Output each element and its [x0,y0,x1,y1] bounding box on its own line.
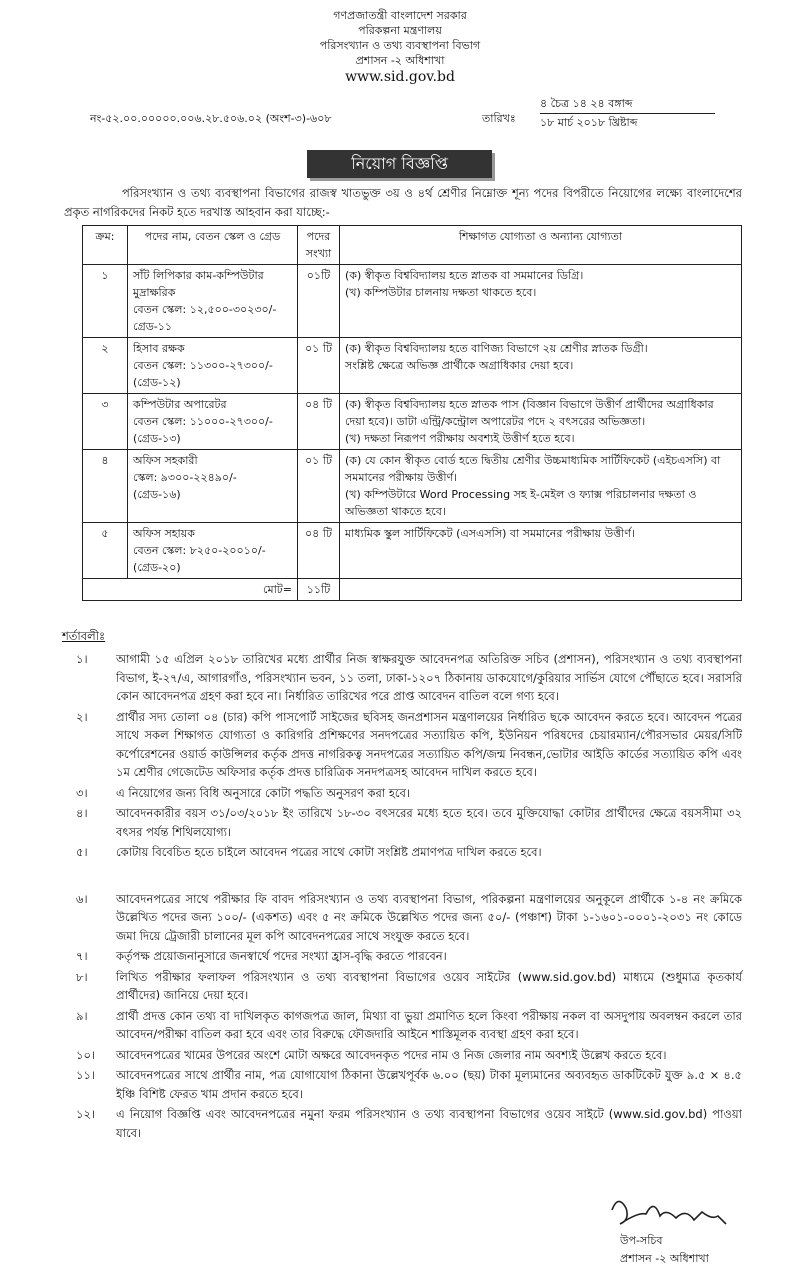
term-item [62,1007,742,1044]
row-qualification [340,338,742,394]
term-item [62,947,742,966]
term-number: ৩। [76,785,88,800]
term-text: কর্তৃপক্ষ প্রয়োজনানুসারে জনস্বার্থে পদের সংখ্যা হ্রাস-বৃদ্ধি করতে পারবেন। [116,949,447,963]
term-number: ৭। [76,949,88,963]
term-item [62,890,742,946]
term-number: ৯। [76,1008,88,1023]
qualification-line: (ক) যে কোন স্বীকৃত বোর্ড হতে দ্বিতীয় শ্রেণীর উচ্চমাধ্যমিক সার্টিফিকেট (এইচএসসি) বা সমমানের পরীক্ষায় উত্তীর্ণ। [345,454,721,484]
term-number: ৪। [76,806,88,820]
qualification-line: (খ) কম্পিউটার চালনায় দক্ষতা থাকতে হবে। [345,286,537,299]
header-post: পদের নাম, বেতন স্কেল ও গ্রেড [128,226,298,265]
term-text: এ নিয়োগ বিজ্ঞপ্তি এবং আবেদনপত্রের নমুনা ফরম পরিসংখ্যান ও তথ্য ব্যবস্থাপনা বিভাগের ওয়েব সাইটে (www.sid.gov.bd) পাওয়া যাবে। [116,1107,742,1140]
post-line: অফিস সহকারী [133,454,198,467]
post-line: বেতন স্কেল: ১১০০০-২৭৩০০/- [133,415,273,428]
row-count: ০১ টি [298,450,340,523]
row-count: ০৪ টি [298,394,340,450]
signatory-block [620,1232,709,1268]
qualification-line: (খ) কম্পিউটারে Word Processing সহ ই-মেইল ও ফ্যাক্স পরিচালনার দক্ষতা ও অভিজ্ঞতা থাকতে হবে। [345,488,697,518]
header-serial: ক্রম: [83,226,128,265]
row-serial: ৩ [83,394,128,450]
row-serial: ৪ [83,450,128,523]
table-row [83,338,742,394]
post-line: বেতন স্কেল: ১১৩০০-২৭৩০০/- [133,359,273,372]
post-line: বেতন স্কেল: ১২,৫০০-৩০২৩০/- [133,303,277,316]
post-line: গ্রেড-১১ [133,320,173,333]
government-name: গণপ্রজাতন্ত্রী বাংলাদেশ সরকার [333,9,467,22]
division-name: পরিসংখ্যান ও তথ্য ব্যবস্থাপনা বিভাগ [319,39,481,52]
row-post [128,394,298,450]
term-number: ৮। [76,969,88,984]
notice-title: নিয়োগ বিজ্ঞপ্তি [307,150,492,178]
post-line: (গ্রেড-১২) [133,376,181,389]
signatory-office: প্রশাসন -২ অধিশাখা [620,1252,709,1265]
term-item [62,968,742,1005]
table-row [83,450,742,523]
qualification-line: (ক) স্বীকৃত বিশ্ববিদ্যালয় হতে বাণিজ্য বিভাগে ২য় শ্রেণীর স্নাতক ডিগ্রী। [345,342,648,355]
row-serial: ১ [83,265,128,338]
website-text: www.sid.gov.bd [345,69,455,85]
post-line: অফিস সহায়ক [133,527,195,540]
row-count: ০৪ টি [298,523,340,579]
post-line: (গ্রেড-১৬) [133,488,181,501]
date-gregorian: ১৮ মার্চ ২০১৮ খ্রিষ্টাব্দ [540,116,638,129]
memo-number: নং-৫২.০০.০০০০০.০০৬.২৮.৫০৬.০২ (অংশ-৩)-৬০৮ [90,112,332,125]
total-label: মোট= [83,579,298,601]
signature [590,1190,750,1230]
term-item [62,708,742,782]
qualification-line: (ক) স্বীকৃত বিশ্ববিদ্যালয় হতে স্নাতক বা সমমানের ডিগ্রি। [345,269,584,282]
ministry-name: পরিকল্পনা মন্ত্রণালয় [358,24,442,37]
row-post [128,523,298,579]
term-text: কোটায় বিবেচিত হতে চাইলে আবেদন পত্রের সাথে কোটা সংশ্লিষ্ট প্রমাণপত্র দাখিল করতে হবে। [116,845,542,859]
letterhead [0,8,800,85]
term-text: প্রার্থীর সদ্য তোলা ০৪ (চার) কপি পাসপোর্ট সাইজের ছবিসহ জনপ্রশাসন মন্ত্রণালয়ের নির্ধারিত ছকে আবেদন করতে হবে। আবেদন পত্রের সাথে সকল শিক্ষাগত যোগ্যতা ও কারিগরি প্রশিক্ষণের সনদপত্রের সত্যায়িত কপি, ইউনিয়ন পরিষদের চেয়ারম্যান/পৌরসভার মেয়র/সিটি কর্পোরেশনের ওয়ার্ড কাউন্সিলর কর্তৃক প্রদত্ত নাগরিকত্ব সনদপত্রের সত্যায়িত কপি/জন্ম নিবন্ধন,ভোটার আইডি কার্ডের সত্যায়িত কপি এবং ১ম শ্রেণীর গেজেটেড অফিসার কর্তৃক প্রদত্ত চারিত্রিক সনদপত্রসহ আবেদন দাখিল করতে হবে। [116,709,742,779]
terms-title: শর্তাবলীঃ [62,629,106,643]
term-text: লিখিত পরীক্ষার ফলাফল পরিসংখ্যান ও তথ্য ব্যবস্থাপনা বিভাগের ওয়েব সাইটের (www.sid.gov.bd) মাধ্যমে (শুধুমাত্র কৃতকার্য প্রার্থীদের) জানিয়ে দেয়া হবে। [116,969,742,1002]
term-text: আবেদনপত্রের খামের উপরের অংশে মোটা অক্ষরে আবেদনকৃত পদের নাম ও নিজ জেলার নাম অবশ্যই উল্লেখ করতে হবে। [116,1047,667,1062]
posts-table-body [83,265,742,579]
row-count: ০১টি [298,265,340,338]
post-line: (গ্রেড-১৩) [133,432,181,445]
row-post [128,265,298,338]
total-row [83,579,742,601]
row-serial: ৫ [83,523,128,579]
signatory-designation: উপ-সচিব [620,1234,663,1247]
table-row [83,394,742,450]
date-block [540,95,715,132]
posts-table [82,225,742,601]
term-item [62,804,742,841]
total-value: ১১টি [298,579,340,601]
term-text: আবেদনপত্রের সাথে পরীক্ষার ফি বাবদ পরিসংখ্যান ও তথ্য ব্যবস্থাপনা বিভাগ, পরিকল্পনা মন্ত্রণালয়ের অনুকূলে প্রার্থীকে ১-৪ নং ক্রমিকে উল্লেখিত পদের জন্য ১০০/- (একশত) এবং ৫ নং ক্রমিকে উল্লেখিত পদের জন্য ৫০/- (পঞ্চাশ) টাকা ১-১৬০১-০০০১-২০৩১ নং কোডে জমা দিয়ে ট্রেজারী চালানের মূল কপি আবেদনপত্রের সাথে সংযুক্ত করতে হবে। [116,891,742,943]
total-empty-cell [340,579,742,601]
term-number: ২। [76,709,88,724]
post-line: বেতন স্কেল: ৮২৫০-২০০১০/- [133,544,266,557]
table-row [83,265,742,338]
term-number: ৬। [76,891,88,906]
row-post [128,450,298,523]
post-line: সাঁট লিপিকার কাম-কম্পিউটার মুদ্রাক্ষরিক [133,269,264,299]
qualification-line: (ক) স্বীকৃত বিশ্ববিদ্যালয় হতে স্নাতক পাস (বিজ্ঞান বিভাগে উত্তীর্ণ প্রার্থীদের অগ্রাধিকার দেয়া হবে)। ডাটা এন্ট্রি/কন্ট্রোল অপারেটর পদে ২ বৎসরের অভিজ্ঞতা। [345,398,714,428]
row-post [128,338,298,394]
header-qualification: শিক্ষাগত যোগ্যতা ও অন্যান্য যোগ্যতা [340,226,742,265]
term-number: ১০। [76,1047,96,1062]
row-qualification [340,450,742,523]
term-number: ১১। [76,1068,96,1082]
terms-list [62,650,742,1144]
post-line: কম্পিউটার অপারেটর [133,398,227,411]
term-text: এ নিয়োগের জন্য বিধি অনুসারে কোটা পদ্ধতি অনুসরণ করা হবে। [116,785,411,800]
row-qualification [340,394,742,450]
term-number: ৫। [76,845,88,859]
term-item [62,1066,742,1103]
terms-gap [62,864,742,890]
qualification-line: সংশ্লিষ্ট ক্ষেত্রে অভিজ্ঞ প্রার্থীকে অগ্রাধিকার দেয়া হবে। [345,359,574,372]
row-qualification [340,523,742,579]
term-item [62,784,742,803]
header-count: পদের সংখ্যা [298,226,340,265]
term-item [62,1105,742,1142]
post-line: স্কেল: ৯৩০০-২২৪৯০/- [133,471,237,484]
term-text: প্রার্থী প্রদত্ত কোন তথ্য বা দাখিলকৃত কাগজপত্র জাল, মিথ্যা বা ভুয়া প্রমাণিত হলে কিংবা পরীক্ষায় নকল বা অসদুপায় অবলম্বন করলে তার আবেদন/পরীক্ষা বাতিল করা হবে এবং তার বিরুদ্ধে ফৌজদারি আইনে শাস্তিমূলক ব্যবস্থা গ্রহণ করা হবে। [116,1008,742,1041]
term-number: ১। [76,652,88,666]
term-number: ১২। [76,1107,96,1121]
post-line: (গ্রেড-২০) [133,561,181,574]
date-label: তারিখঃ [482,112,516,125]
table-header-row [83,226,742,265]
intro-paragraph: পরিসংখ্যান ও তথ্য ব্যবস্থাপনা বিভাগের রাজস্ব খাতভুক্ত ৩য় ও ৪র্থ শ্রেণীর নিম্নোক্ত শূন্য পদের বিপরীতে নিয়োগের লক্ষ্যে বাংলাদেশের প্রকৃত নাগরিকদের নিকট হতে দরখাস্ত আহবান করা যাচ্ছে:- [64,186,742,219]
row-serial: ২ [83,338,128,394]
row-qualification [340,265,742,338]
qualification-line: মাধ্যমিক স্কুল সার্টিফিকেট (এসএসসি) বা সমমানের পরীক্ষায় উত্তীর্ণ। [345,527,635,540]
term-item [62,843,742,862]
post-line: হিসাব রক্ষক [133,342,185,355]
term-item [62,650,742,706]
term-text: আবেদনকারীর বয়স ৩১/০৩/২০১৮ ইং তারিখে ১৮-৩০ বৎসরের মধ্যে হতে হবে। তবে মুক্তিযোদ্ধা কোটার প্রার্থীদের ক্ষেত্রে বয়সসীমা ৩২ বৎসর পর্যন্ত শিথিলযোগ্য। [116,806,742,839]
date-bengali: ৪ চৈত্র ১৪ ২৪ বঙ্গাব্দ [540,95,715,114]
term-text: আগামী ১৫ এপ্রিল ২০১৮ তারিখের মধ্যে প্রার্থীর নিজ স্বাক্ষরযুক্ত আবেদনপত্র অতিরিক্ত সচিব (প্রশাসন), পরিসংখ্যান ও তথ্য ব্যবস্থাপনা বিভাগ, ই-২৭/এ, আগারগাঁও, পরিসংখ্যান ভবন, ১১ তলা, ঢাকা-১২০৭ ঠিকানায় ডাকযোগে/কুরিয়ার সার্ভিস যোগে পৌঁছাতে হবে। সরাসরি কোন আবেদনপত্র গ্রহণ করা হবে না। নির্ধারিত তারিখের পরে প্রাপ্ত আবেদন বাতিল বলে গণ্য হবে। [116,652,742,703]
term-item [62,1046,742,1065]
term-text: আবেদনপত্রের সাথে প্রার্থীর নাম, পত্র যোগাযোগ ঠিকানা উল্লেখপূর্বক ৬.০০ (ছয়) টাকা মূল্যমানের অব্যবহৃত ডাকটিকেট যুক্ত ৯.৫ × ৪.৫ ইঞ্চি বিশিষ্ট ফেরত খাম প্রদান করতে হবে। [116,1068,742,1101]
table-row [83,523,742,579]
qualification-line: (খ) দক্ষতা নিরূপণ পরীক্ষায় অবশ্যই উত্তীর্ণ হতে হবে। [345,432,575,445]
row-count: ০১ টি [298,338,340,394]
branch-name: প্রশাসন -২ অধিশাখা [355,54,445,67]
